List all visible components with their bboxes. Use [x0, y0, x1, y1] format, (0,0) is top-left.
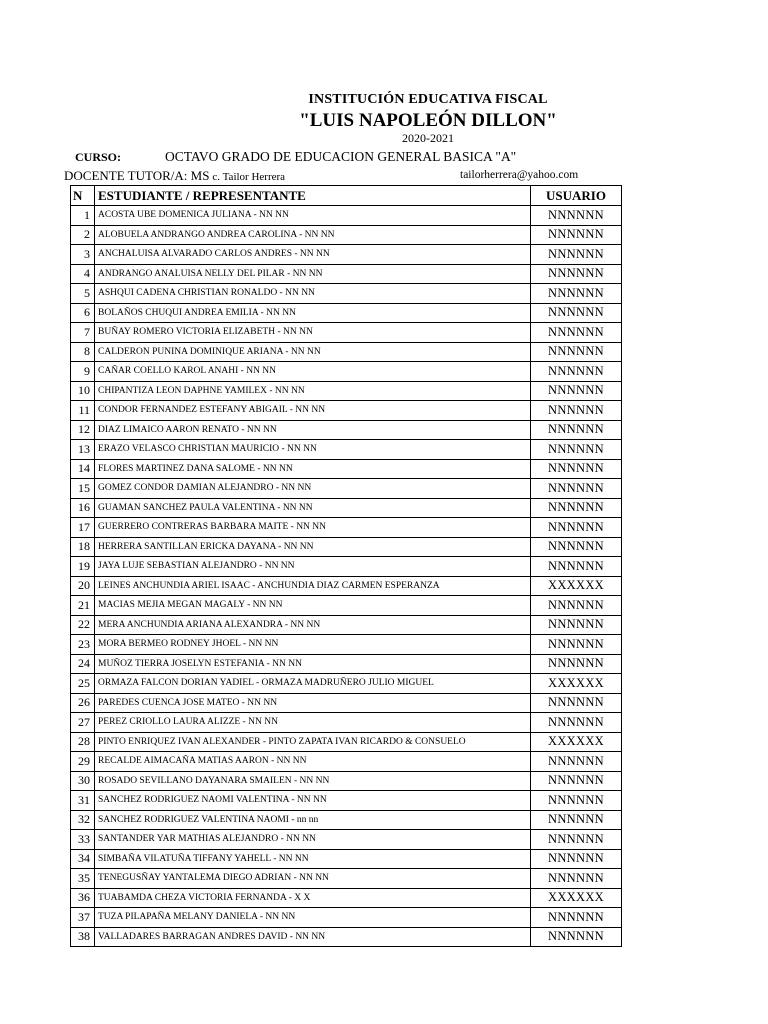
row-number: 37	[71, 908, 95, 928]
user-code: NNNNNN	[531, 284, 622, 304]
table-row	[71, 225, 622, 245]
user-code: NNNNNN	[531, 752, 622, 772]
user-code: NNNNNN	[531, 791, 622, 811]
table-row	[71, 401, 622, 421]
student-name: SIMBAÑA VILATUÑA TIFFANY YAHELL - NN NN	[95, 849, 531, 869]
user-code: XXXXXX	[531, 576, 622, 596]
row-number: 9	[71, 362, 95, 382]
row-number: 10	[71, 381, 95, 401]
student-name: PAREDES CUENCA JOSE MATEO - NN NN	[95, 693, 531, 713]
table-row	[71, 791, 622, 811]
user-code: NNNNNN	[531, 849, 622, 869]
user-code: NNNNNN	[531, 635, 622, 655]
student-name: CONDOR FERNANDEZ ESTEFANY ABIGAIL - NN NN	[95, 401, 531, 421]
user-code: NNNNNN	[531, 615, 622, 635]
tutor-email: tailorherrera@yahoo.com	[460, 169, 579, 181]
student-name: FLORES MARTINEZ DANA SALOME - NN NN	[95, 459, 531, 479]
user-code: NNNNNN	[531, 908, 622, 928]
row-number: 19	[71, 557, 95, 577]
tutor-name: c. Tailor Herrera	[212, 171, 286, 183]
table-row	[71, 557, 622, 577]
table-row	[71, 771, 622, 791]
row-number: 26	[71, 693, 95, 713]
student-name: LEINES ANCHUNDIA ARIEL ISAAC - ANCHUNDIA DIAZ CARMEN ESPERANZA	[95, 576, 531, 596]
student-name: ASHQUI CADENA CHRISTIAN RONALDO - NN NN	[95, 284, 531, 304]
user-code: NNNNNN	[531, 537, 622, 557]
student-name: MORA BERMEO RODNEY JHOEL - NN NN	[95, 635, 531, 655]
course-value: OCTAVO GRADO DE EDUCACION GENERAL BASICA "A"	[165, 149, 517, 164]
user-code: NNNNNN	[531, 693, 622, 713]
table-row	[71, 498, 622, 518]
table-row	[71, 752, 622, 772]
table-row	[71, 323, 622, 343]
student-name: ORMAZA FALCON DORIAN YADIEL - ORMAZA MADRUÑERO JULIO MIGUEL	[95, 674, 531, 694]
user-code: NNNNNN	[531, 362, 622, 382]
table-row	[71, 303, 622, 323]
table-row	[71, 830, 622, 850]
student-name: ANDRANGO ANALUISA NELLY DEL PILAR - NN NN	[95, 264, 531, 284]
table-row	[71, 381, 622, 401]
row-number: 24	[71, 654, 95, 674]
user-code: NNNNNN	[531, 459, 622, 479]
user-code: XXXXXX	[531, 888, 622, 908]
user-code: NNNNNN	[531, 225, 622, 245]
row-number: 25	[71, 674, 95, 694]
user-code: NNNNNN	[531, 830, 622, 850]
row-number: 12	[71, 420, 95, 440]
table-row	[71, 615, 622, 635]
table-row	[71, 576, 622, 596]
student-name: HERRERA SANTILLAN ERICKA DAYANA - NN NN	[95, 537, 531, 557]
user-code: NNNNNN	[531, 440, 622, 460]
row-number: 11	[71, 401, 95, 421]
student-name: MUÑOZ TIERRA JOSELYN ESTEFANIA - NN NN	[95, 654, 531, 674]
user-code: NNNNNN	[531, 869, 622, 889]
student-name: MACIAS MEJIA MEGAN MAGALY - NN NN	[95, 596, 531, 616]
table-row	[71, 869, 622, 889]
student-name: TENEGUSÑAY YANTALEMA DIEGO ADRIAN - NN NN	[95, 869, 531, 889]
tutor-line	[64, 168, 285, 184]
column-header-user: USUARIO	[531, 186, 622, 206]
student-name: ACOSTA UBE DOMENICA JULIANA - NN NN	[95, 206, 531, 226]
student-name: SANCHEZ RODRIGUEZ VALENTINA NAOMI - nn nn	[95, 810, 531, 830]
course-label: CURSO:	[75, 150, 122, 164]
table-row	[71, 810, 622, 830]
table-row	[71, 927, 622, 947]
table-header-row	[71, 186, 622, 206]
row-number: 30	[71, 771, 95, 791]
table-row	[71, 245, 622, 265]
user-code: NNNNNN	[531, 420, 622, 440]
user-code: NNNNNN	[531, 245, 622, 265]
user-code: NNNNNN	[531, 927, 622, 947]
user-code: NNNNNN	[531, 771, 622, 791]
user-code: NNNNNN	[531, 401, 622, 421]
user-code: NNNNNN	[531, 498, 622, 518]
user-code: NNNNNN	[531, 264, 622, 284]
table-row	[71, 518, 622, 538]
row-number: 5	[71, 284, 95, 304]
student-name: PEREZ CRIOLLO LAURA ALIZZE - NN NN	[95, 713, 531, 733]
student-name: CALDERON PUNINA DOMINIQUE ARIANA - NN NN	[95, 342, 531, 362]
student-name: ALOBUELA ANDRANGO ANDREA CAROLINA - NN NN	[95, 225, 531, 245]
table-row	[71, 440, 622, 460]
user-code: NNNNNN	[531, 381, 622, 401]
user-code: NNNNNN	[531, 342, 622, 362]
row-number: 38	[71, 927, 95, 947]
row-number: 20	[71, 576, 95, 596]
table-row	[71, 635, 622, 655]
row-number: 35	[71, 869, 95, 889]
table-row	[71, 459, 622, 479]
student-name: GUAMAN SANCHEZ PAULA VALENTINA - NN NN	[95, 498, 531, 518]
student-name: VALLADARES BARRAGAN ANDRES DAVID - NN NN	[95, 927, 531, 947]
school-year: 2020-2021	[402, 131, 454, 145]
tutor-label: DOCENTE TUTOR/A: MS	[64, 168, 210, 183]
row-number: 28	[71, 732, 95, 752]
student-name: RECALDE AIMACAÑA MATIAS AARON - NN NN	[95, 752, 531, 772]
table-row	[71, 284, 622, 304]
user-code: NNNNNN	[531, 518, 622, 538]
user-code: NNNNNN	[531, 479, 622, 499]
row-number: 1	[71, 206, 95, 226]
row-number: 29	[71, 752, 95, 772]
column-header-n: N	[71, 186, 95, 206]
student-name: TUZA PILAPAÑA MELANY DANIELA - NN NN	[95, 908, 531, 928]
row-number: 16	[71, 498, 95, 518]
student-name: BOLAÑOS CHUQUI ANDREA EMILIA - NN NN	[95, 303, 531, 323]
row-number: 22	[71, 615, 95, 635]
table-row	[71, 654, 622, 674]
user-code: XXXXXX	[531, 674, 622, 694]
student-name: GOMEZ CONDOR DAMIAN ALEJANDRO - NN NN	[95, 479, 531, 499]
row-number: 6	[71, 303, 95, 323]
student-name: BUÑAY ROMERO VICTORIA ELIZABETH - NN NN	[95, 323, 531, 343]
table-row	[71, 849, 622, 869]
student-name: PINTO ENRIQUEZ IVAN ALEXANDER - PINTO ZAPATA IVAN RICARDO & CONSUELO	[95, 732, 531, 752]
row-number: 21	[71, 596, 95, 616]
row-number: 34	[71, 849, 95, 869]
row-number: 18	[71, 537, 95, 557]
table-row	[71, 908, 622, 928]
student-name: ANCHALUISA ALVARADO CARLOS ANDRES - NN NN	[95, 245, 531, 265]
user-code: NNNNNN	[531, 557, 622, 577]
student-name: JAYA LUJE SEBASTIAN ALEJANDRO - NN NN	[95, 557, 531, 577]
user-code: NNNNNN	[531, 596, 622, 616]
table-row	[71, 264, 622, 284]
student-name: DIAZ LIMAICO AARON RENATO - NN NN	[95, 420, 531, 440]
table-row	[71, 888, 622, 908]
student-name: ROSADO SEVILLANO DAYANARA SMAILEN - NN NN	[95, 771, 531, 791]
table-row	[71, 342, 622, 362]
row-number: 31	[71, 791, 95, 811]
student-name: CAÑAR COELLO KAROL ANAHI - NN NN	[95, 362, 531, 382]
table-row	[71, 693, 622, 713]
row-number: 32	[71, 810, 95, 830]
table-row	[71, 674, 622, 694]
row-number: 15	[71, 479, 95, 499]
row-number: 27	[71, 713, 95, 733]
student-table	[70, 185, 622, 947]
student-name: ERAZO VELASCO CHRISTIAN MAURICIO - NN NN	[95, 440, 531, 460]
row-number: 7	[71, 323, 95, 343]
student-name: SANTANDER YAR MATHIAS ALEJANDRO - NN NN	[95, 830, 531, 850]
row-number: 36	[71, 888, 95, 908]
table-row	[71, 206, 622, 226]
school-name: "LUIS NAPOLEÓN DILLON"	[299, 110, 557, 131]
user-code: NNNNNN	[531, 713, 622, 733]
table-row	[71, 362, 622, 382]
table-row	[71, 596, 622, 616]
row-number: 13	[71, 440, 95, 460]
row-number: 2	[71, 225, 95, 245]
column-header-student: ESTUDIANTE / REPRESENTANTE	[95, 186, 531, 206]
student-name: CHIPANTIZA LEON DAPHNE YAMILEX - NN NN	[95, 381, 531, 401]
table-row	[71, 420, 622, 440]
user-code: NNNNNN	[531, 206, 622, 226]
user-code: XXXXXX	[531, 732, 622, 752]
user-code: NNNNNN	[531, 654, 622, 674]
row-number: 8	[71, 342, 95, 362]
table-row	[71, 713, 622, 733]
student-name: TUABAMDA CHEZA VICTORIA FERNANDA - X X	[95, 888, 531, 908]
user-code: NNNNNN	[531, 323, 622, 343]
student-name: SANCHEZ RODRIGUEZ NAOMI VALENTINA - NN NN	[95, 791, 531, 811]
row-number: 3	[71, 245, 95, 265]
user-code: NNNNNN	[531, 303, 622, 323]
row-number: 33	[71, 830, 95, 850]
table-row	[71, 479, 622, 499]
student-name: GUERRERO CONTRERAS BARBARA MAITE - NN NN	[95, 518, 531, 538]
row-number: 4	[71, 264, 95, 284]
institution-title: INSTITUCIÓN EDUCATIVA FISCAL	[308, 92, 548, 107]
student-name: MERA ANCHUNDIA ARIANA ALEXANDRA - NN NN	[95, 615, 531, 635]
table-row	[71, 732, 622, 752]
row-number: 23	[71, 635, 95, 655]
row-number: 17	[71, 518, 95, 538]
row-number: 14	[71, 459, 95, 479]
user-code: NNNNNN	[531, 810, 622, 830]
table-row	[71, 537, 622, 557]
